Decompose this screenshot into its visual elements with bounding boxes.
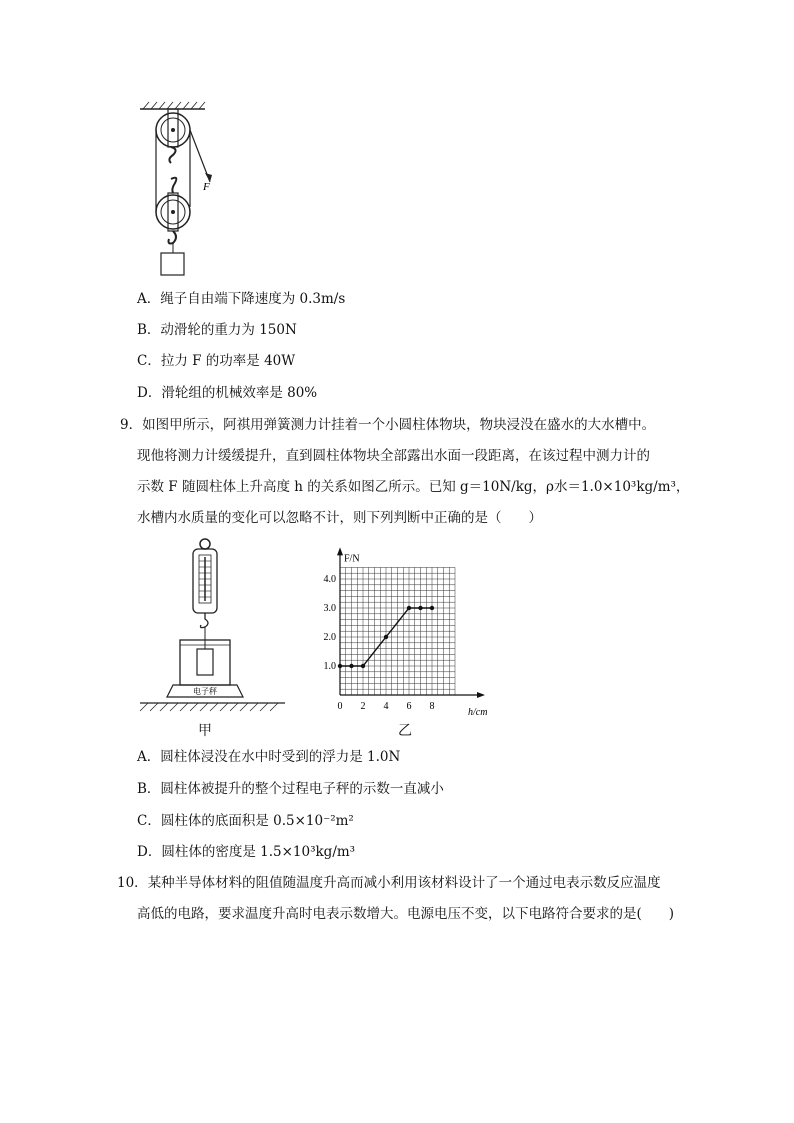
data-point	[430, 606, 434, 610]
data-point	[361, 664, 365, 668]
q8-option-a[interactable]: A．绳子自由端下降速度为 0.3m/s	[137, 291, 346, 307]
scale-label: 电子秤	[193, 687, 217, 696]
q10-line-1: 10．某种半导体材料的阻值随温度升高而减小利用该材料设计了一个通过电表示数反应温度	[117, 875, 661, 891]
q9-line-4: 水槽内水质量的变化可以忽略不计，则下列判断中正确的是（ ）	[137, 510, 542, 526]
data-point	[418, 606, 422, 610]
force-label: F	[203, 181, 210, 193]
data-point	[384, 635, 388, 639]
data-point	[338, 664, 342, 668]
data-point	[349, 664, 353, 668]
q9-line-3: 示数 F 随圆柱体上升高度 h 的关系如图乙所示。已知 g＝10N/kg，ρ水＝1.0×10³kg/m³，	[137, 479, 690, 495]
y-tick-label: 1.0	[323, 661, 336, 672]
y-axis-label: F/N	[344, 553, 360, 565]
question-number: 9．	[120, 417, 143, 433]
q10-line-2: 高低的电路，要求温度升高时电表示数增大。电源电压不变，以下电路符合要求的是( )	[137, 906, 675, 922]
spring-scale-figure	[135, 535, 295, 715]
y-tick-label: 4.0	[323, 574, 336, 585]
q9-option-d[interactable]: D．圆柱体的密度是 1.5×10³kg/m³	[137, 844, 356, 860]
q8-option-b[interactable]: B．动滑轮的重力为 150N	[137, 322, 297, 338]
x-tick-label: 8	[429, 701, 435, 712]
pulley-figure	[135, 97, 235, 277]
x-tick-label: 4	[383, 701, 389, 712]
x-tick-label: 6	[406, 701, 412, 712]
q8-option-c[interactable]: C．拉力 F 的功率是 40W	[137, 353, 296, 369]
data-point	[407, 606, 411, 610]
x-tick-label: 0	[337, 701, 343, 712]
figure-a-caption: 甲	[198, 723, 212, 739]
y-axis-arrow	[337, 547, 343, 555]
x-axis-arrow	[477, 692, 485, 698]
q9-option-b[interactable]: B．圆柱体被提升的整个过程电子秤的示数一直减小	[137, 781, 444, 797]
y-tick-label: 2.0	[323, 632, 336, 643]
question-number: 10．	[117, 875, 148, 891]
x-tick-label: 2	[360, 701, 366, 712]
f-h-graph	[315, 553, 488, 725]
q9-option-c[interactable]: C．圆柱体的底面积是 0.5×10⁻²m²	[137, 813, 354, 829]
q9-line-1: 9．如图甲所示，阿祺用弹簧测力计挂着一个小圆柱体物块，物块浸没在盛水的大水槽中。	[120, 417, 656, 433]
x-axis-label: h/cm	[468, 707, 488, 718]
q9-option-a[interactable]: A．圆柱体浸没在水中时受到的浮力是 1.0N	[137, 749, 401, 765]
figure-b-caption: 乙	[398, 723, 412, 739]
q8-option-d[interactable]: D．滑轮组的机械效率是 80%	[137, 385, 318, 401]
q9-line-2: 现他将测力计缓缓提升，直到圆柱体物块全部露出水面一段距离，在该过程中测力计的	[137, 448, 650, 464]
y-tick-label: 3.0	[323, 603, 336, 614]
